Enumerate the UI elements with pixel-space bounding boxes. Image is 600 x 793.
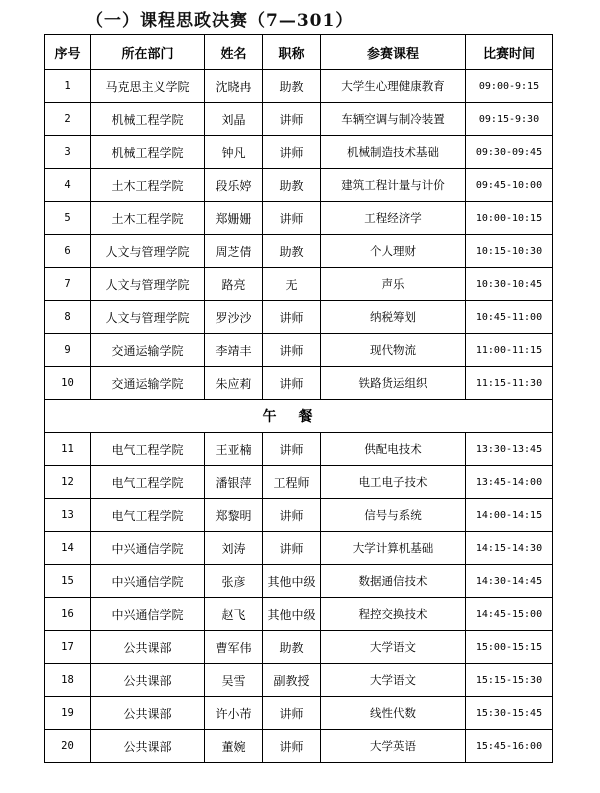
row-name: 刘晶: [205, 103, 263, 136]
row-department: 电气工程学院: [91, 466, 205, 499]
row-department: 机械工程学院: [91, 136, 205, 169]
row-time: 13:45-14:00: [466, 466, 553, 499]
row-time: 10:00-10:15: [466, 202, 553, 235]
competition-schedule-table: [44, 34, 553, 763]
row-job-title: 副教授: [263, 664, 321, 697]
row-course: 个人理财: [321, 235, 466, 268]
table-body: [45, 70, 553, 763]
row-name: 曹军伟: [205, 631, 263, 664]
row-number: 8: [45, 301, 91, 334]
row-department: 电气工程学院: [91, 433, 205, 466]
row-job-title: 讲师: [263, 103, 321, 136]
row-name: 朱应莉: [205, 367, 263, 400]
row-name: 潘银萍: [205, 466, 263, 499]
row-course: 声乐: [321, 268, 466, 301]
row-name: 段乐婷: [205, 169, 263, 202]
table-row: [45, 730, 553, 763]
table-row: [45, 202, 553, 235]
row-time: 09:15-9:30: [466, 103, 553, 136]
table-row: [45, 268, 553, 301]
column-header-name: 姓名: [205, 35, 263, 70]
table-row: [45, 103, 553, 136]
row-time: 11:15-11:30: [466, 367, 553, 400]
row-job-title: 讲师: [263, 697, 321, 730]
row-department: 人文与管理学院: [91, 235, 205, 268]
row-number: 7: [45, 268, 91, 301]
row-job-title: 讲师: [263, 301, 321, 334]
row-name: 赵飞: [205, 598, 263, 631]
row-department: 土木工程学院: [91, 169, 205, 202]
row-time: 10:45-11:00: [466, 301, 553, 334]
row-number: 1: [45, 70, 91, 103]
row-time: 13:30-13:45: [466, 433, 553, 466]
row-name: 董婉: [205, 730, 263, 763]
row-job-title: 其他中级: [263, 598, 321, 631]
row-job-title: 讲师: [263, 730, 321, 763]
row-job-title: 助教: [263, 70, 321, 103]
row-name: 张彦: [205, 565, 263, 598]
row-job-title: 无: [263, 268, 321, 301]
row-time: 09:45-10:00: [466, 169, 553, 202]
row-number: 5: [45, 202, 91, 235]
row-department: 土木工程学院: [91, 202, 205, 235]
column-header-department: 所在部门: [91, 35, 205, 70]
row-number: 16: [45, 598, 91, 631]
row-number: 20: [45, 730, 91, 763]
table-row: [45, 367, 553, 400]
row-time: 15:45-16:00: [466, 730, 553, 763]
row-name: 许小芾: [205, 697, 263, 730]
row-department: 交通运输学院: [91, 367, 205, 400]
row-number: 19: [45, 697, 91, 730]
row-department: 中兴通信学院: [91, 598, 205, 631]
row-time: 14:15-14:30: [466, 532, 553, 565]
row-course: 数据通信技术: [321, 565, 466, 598]
row-number: 11: [45, 433, 91, 466]
row-course: 建筑工程计量与计价: [321, 169, 466, 202]
row-department: 中兴通信学院: [91, 532, 205, 565]
row-number: 15: [45, 565, 91, 598]
row-course: 现代物流: [321, 334, 466, 367]
table-row: [45, 631, 553, 664]
row-number: 6: [45, 235, 91, 268]
row-name: 钟凡: [205, 136, 263, 169]
row-job-title: 讲师: [263, 334, 321, 367]
row-job-title: 讲师: [263, 202, 321, 235]
table-row: [45, 565, 553, 598]
row-job-title: 讲师: [263, 532, 321, 565]
row-course: 大学语文: [321, 631, 466, 664]
table-row: [45, 499, 553, 532]
row-course: 工程经济学: [321, 202, 466, 235]
row-job-title: 讲师: [263, 433, 321, 466]
table-row: [45, 532, 553, 565]
row-department: 电气工程学院: [91, 499, 205, 532]
row-course: 线性代数: [321, 697, 466, 730]
table-row: [45, 235, 553, 268]
table-row: [45, 466, 553, 499]
row-course: 大学英语: [321, 730, 466, 763]
table-row: [45, 664, 553, 697]
row-job-title: 其他中级: [263, 565, 321, 598]
row-name: 罗沙沙: [205, 301, 263, 334]
row-number: 3: [45, 136, 91, 169]
row-course: 铁路货运组织: [321, 367, 466, 400]
row-name: 路亮: [205, 268, 263, 301]
table-row: [45, 433, 553, 466]
table-row: [45, 169, 553, 202]
table-header-row: [45, 35, 553, 70]
row-job-title: 助教: [263, 631, 321, 664]
row-time: 15:15-15:30: [466, 664, 553, 697]
lunch-break-row: [45, 400, 553, 433]
row-job-title: 助教: [263, 169, 321, 202]
row-number: 10: [45, 367, 91, 400]
row-department: 人文与管理学院: [91, 268, 205, 301]
page-title: （一）课程思政决赛（7—301）: [86, 11, 354, 31]
table-row: [45, 697, 553, 730]
row-course: 信号与系统: [321, 499, 466, 532]
row-department: 公共课部: [91, 631, 205, 664]
row-time: 09:00-9:15: [466, 70, 553, 103]
row-job-title: 讲师: [263, 136, 321, 169]
column-header-time: 比赛时间: [466, 35, 553, 70]
row-course: 供配电技术: [321, 433, 466, 466]
row-department: 公共课部: [91, 664, 205, 697]
row-time: 15:30-15:45: [466, 697, 553, 730]
row-department: 公共课部: [91, 697, 205, 730]
row-course: 大学语文: [321, 664, 466, 697]
row-number: 13: [45, 499, 91, 532]
table-row: [45, 301, 553, 334]
row-course: 车辆空调与制冷装置: [321, 103, 466, 136]
row-number: 14: [45, 532, 91, 565]
row-time: 10:15-10:30: [466, 235, 553, 268]
row-course: 机械制造技术基础: [321, 136, 466, 169]
row-job-title: 讲师: [263, 367, 321, 400]
row-course: 程控交换技术: [321, 598, 466, 631]
column-header-course: 参赛课程: [321, 35, 466, 70]
table-row: [45, 136, 553, 169]
table-row: [45, 598, 553, 631]
row-time: 14:00-14:15: [466, 499, 553, 532]
row-name: 郑黎明: [205, 499, 263, 532]
row-time: 14:45-15:00: [466, 598, 553, 631]
row-name: 周芝倩: [205, 235, 263, 268]
row-number: 4: [45, 169, 91, 202]
row-name: 吴雪: [205, 664, 263, 697]
row-job-title: 工程师: [263, 466, 321, 499]
table-row: [45, 334, 553, 367]
row-number: 18: [45, 664, 91, 697]
row-course: 纳税筹划: [321, 301, 466, 334]
row-department: 中兴通信学院: [91, 565, 205, 598]
row-name: 李靖丰: [205, 334, 263, 367]
column-header-title: 职称: [263, 35, 321, 70]
row-name: 郑姗姗: [205, 202, 263, 235]
row-number: 2: [45, 103, 91, 136]
row-department: 机械工程学院: [91, 103, 205, 136]
row-time: 11:00-11:15: [466, 334, 553, 367]
row-time: 10:30-10:45: [466, 268, 553, 301]
row-department: 马克思主义学院: [91, 70, 205, 103]
table-row: [45, 70, 553, 103]
row-course: 大学生心理健康教育: [321, 70, 466, 103]
row-name: 沈晓冉: [205, 70, 263, 103]
row-department: 公共课部: [91, 730, 205, 763]
column-header-number: 序号: [45, 35, 91, 70]
row-department: 人文与管理学院: [91, 301, 205, 334]
row-number: 9: [45, 334, 91, 367]
row-time: 09:30-09:45: [466, 136, 553, 169]
row-course: 大学计算机基础: [321, 532, 466, 565]
row-name: 王亚楠: [205, 433, 263, 466]
lunch-break-label: 午餐: [45, 400, 553, 433]
row-job-title: 讲师: [263, 499, 321, 532]
row-time: 14:30-14:45: [466, 565, 553, 598]
row-course: 电工电子技术: [321, 466, 466, 499]
row-department: 交通运输学院: [91, 334, 205, 367]
row-job-title: 助教: [263, 235, 321, 268]
row-number: 12: [45, 466, 91, 499]
row-name: 刘涛: [205, 532, 263, 565]
row-time: 15:00-15:15: [466, 631, 553, 664]
row-number: 17: [45, 631, 91, 664]
